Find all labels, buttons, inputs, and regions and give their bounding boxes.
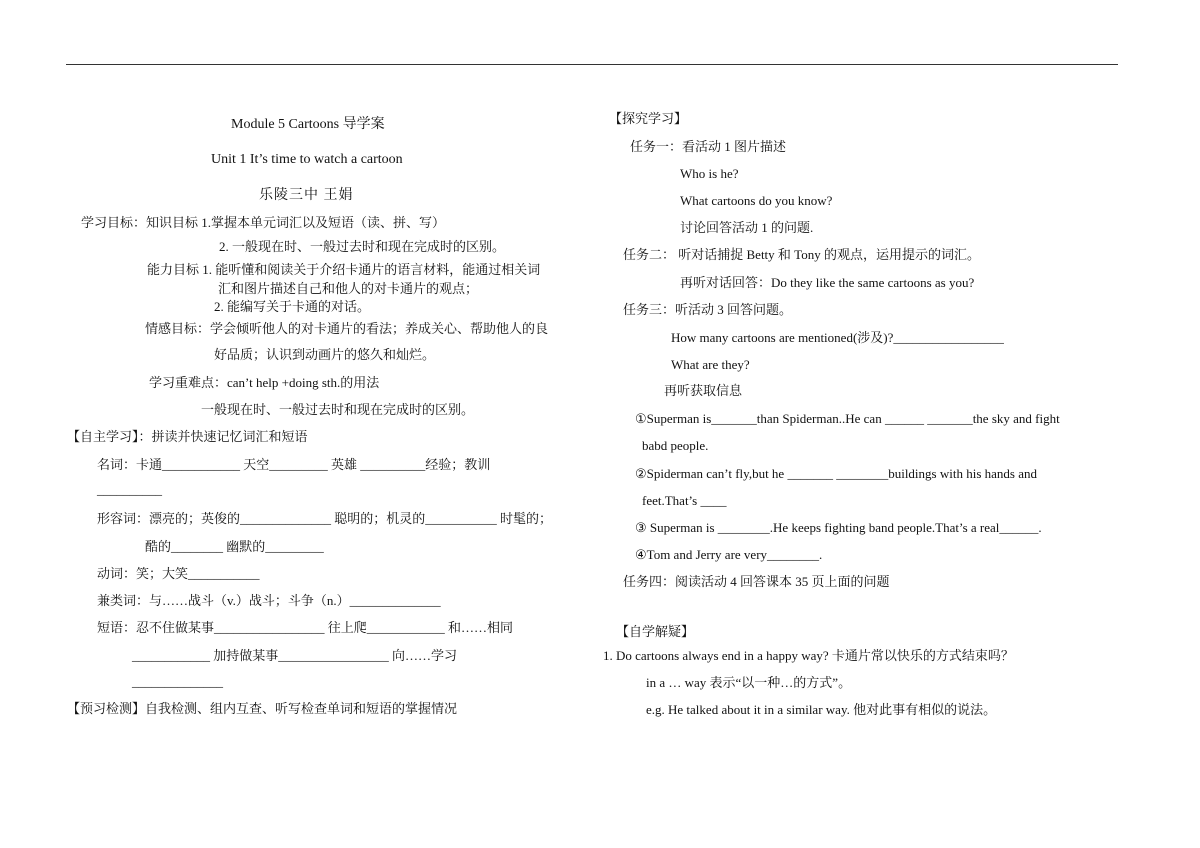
doubt-example: e.g. He talked about it in a similar way. 他对此事有相似的说法。 [646,702,997,717]
adjectives-line: 形容词：漂亮的；英俊的______________ 聪明的；机灵的___________ 时髦的； [97,511,553,526]
ability-objective-line2: 汇和图片描述自己和他人的对卡通片的观点； [218,281,479,296]
doubt-item-1: 1. Do cartoons always end in a happy way? 卡通片常以快乐的方式结束吗？ [603,648,1014,663]
sentence-2-cont: feet.That’s ____ [642,493,727,508]
task-4: 任务四：阅读活动 4 回答课本 35 页上面的问题 [623,574,890,589]
question-cartoons: What cartoons do you know? [680,193,833,208]
sentence-2: ②Spiderman can’t fly,but he _______ ________buildings with his hands and [635,466,1037,481]
preview-check-heading: 【预习检测】自我检测、组内互查、听写检查单词和短语的掌握情况 [67,701,458,716]
key-points-2: 一般现在时、一般过去时和现在完成时的区别。 [201,402,475,417]
emotion-objective-line2: 好品质；认识到动画片的悠久和灿烂。 [214,347,436,362]
sentence-1-cont: babd people. [642,438,709,453]
phrases-line: 短语：忍不住做某事_________________ 往上爬____________ 和……相同 [97,620,514,635]
multi-class-words-line: 兼类词：与……战斗（v.）战斗；斗争（n.）______________ [97,593,441,608]
doubt-explanation: in a … way 表示“以一种…的方式”。 [646,675,852,690]
ability-objective-2: 2. 能编写关于卡通的对话。 [214,299,371,314]
adjectives-line-2: 酷的________ 幽默的_________ [145,539,324,554]
task-3: 任务三：听活动 3 回答问题。 [623,302,793,317]
knowledge-objective-2: 2. 一般现在时、一般过去时和现在完成时的区别。 [219,239,506,254]
explore-heading: 【探究学习】 [609,111,688,126]
phrases-line-3: ______________ [132,674,223,689]
nouns-line: 名词：卡通____________ 天空_________ 英雄 __________经验；教训 [97,457,491,472]
task-2-question: 再听对话回答：Do they like the same cartoons as you? [680,275,975,290]
relisten-note: 再听获取信息 [664,383,743,398]
key-points: 学习重难点：can’t help +doing sth.的用法 [149,375,380,390]
sentence-1: ①Superman is_______than Spiderman..He can ______ _______the sky and fight [635,411,1060,426]
task-1: 任务一：看活动 1 图片描述 [630,139,787,154]
discussion-note: 讨论回答活动 1 的问题. [680,220,814,235]
question-how-many: How many cartoons are mentioned(涉及)?_________________ [671,330,1004,345]
knowledge-objective: 学习目标：知识目标 1.掌握本单元词汇以及短语（读、拼、写） [81,215,446,230]
phrases-line-2: ____________ 加持做某事_________________ 向……学习 [132,648,458,663]
verbs-line: 动词：笑；大笑___________ [97,566,260,581]
question-who: Who is he? [680,166,739,181]
header-rule [66,64,1118,65]
question-what: What are they? [671,357,750,372]
nouns-line-2: __________ [97,482,162,497]
self-study-heading: 【自主学习】：拼读并快速记忆词汇和短语 [67,429,308,444]
emotion-objective: 情感目标：学会倾听他人的对卡通片的看法；养成关心、帮助他人的良 [145,321,549,336]
unit-title: Unit 1 It’s time to watch a cartoon [211,152,403,167]
author: 乐陵三中 王娟 [259,188,354,203]
doubt-heading: 【自学解疑】 [616,624,695,639]
sentence-4: ④Tom and Jerry are very________. [635,547,823,562]
doc-title: Module 5 Cartoons 导学案 [231,117,385,132]
ability-objective: 能力目标 1. 能听懂和阅读关于介绍卡通片的语言材料，能通过相关词 [147,262,541,277]
task-2: 任务二： 听对话捕捉 Betty 和 Tony 的观点，运用提示的词汇。 [623,247,980,262]
sentence-3: ③ Superman is ________.He keeps fighting band people.That’s a real______. [635,520,1042,535]
